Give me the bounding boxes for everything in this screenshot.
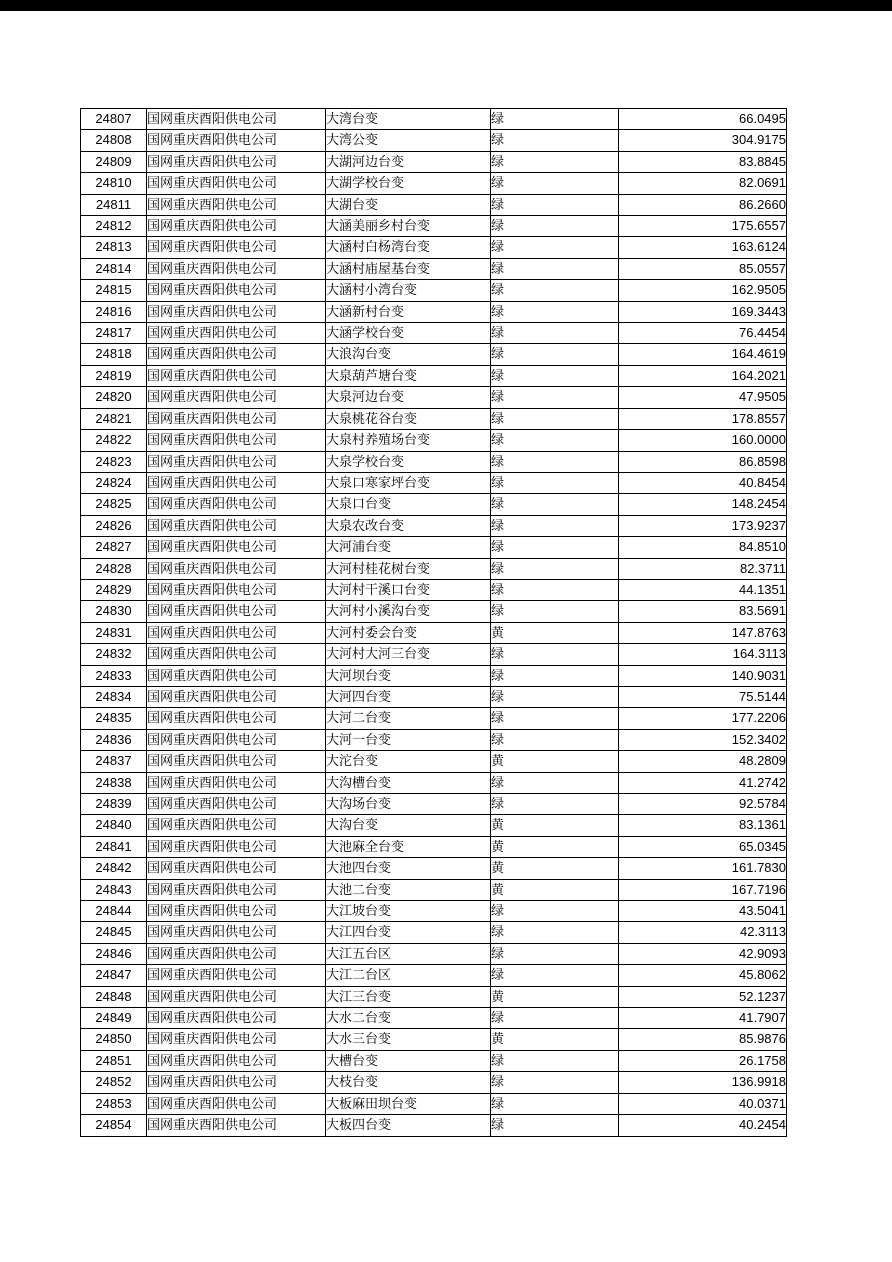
cell-value: 26.1758 [619, 1050, 787, 1071]
cell-company: 国网重庆酉阳供电公司 [147, 430, 326, 451]
cell-value: 75.5144 [619, 686, 787, 707]
cell-station: 大江三台变 [326, 986, 491, 1007]
cell-id: 24842 [81, 858, 147, 879]
cell-station: 大河坝台变 [326, 665, 491, 686]
cell-status: 黄 [491, 1029, 619, 1050]
cell-station: 大浪沟台变 [326, 344, 491, 365]
table-row [81, 879, 787, 900]
cell-company: 国网重庆酉阳供电公司 [147, 1050, 326, 1071]
cell-station: 大水三台变 [326, 1029, 491, 1050]
cell-id: 24831 [81, 622, 147, 643]
cell-station: 大涵村庙屋基台变 [326, 258, 491, 279]
table-row [81, 1050, 787, 1071]
cell-id: 24809 [81, 151, 147, 172]
cell-status: 绿 [491, 515, 619, 536]
cell-company: 国网重庆酉阳供电公司 [147, 408, 326, 429]
table-row [81, 451, 787, 472]
cell-station: 大水二台变 [326, 1008, 491, 1029]
cell-company: 国网重庆酉阳供电公司 [147, 365, 326, 386]
cell-status: 绿 [491, 109, 619, 130]
cell-company: 国网重庆酉阳供电公司 [147, 472, 326, 493]
cell-status: 绿 [491, 708, 619, 729]
cell-id: 24830 [81, 601, 147, 622]
table-row [81, 1115, 787, 1136]
cell-station: 大枝台变 [326, 1072, 491, 1093]
cell-company: 国网重庆酉阳供电公司 [147, 130, 326, 151]
cell-value: 163.6124 [619, 237, 787, 258]
cell-station: 大河村桂花树台变 [326, 558, 491, 579]
table-row [81, 301, 787, 322]
cell-company: 国网重庆酉阳供电公司 [147, 194, 326, 215]
cell-company: 国网重庆酉阳供电公司 [147, 1008, 326, 1029]
cell-value: 83.8845 [619, 151, 787, 172]
cell-id: 24845 [81, 922, 147, 943]
cell-status: 绿 [491, 644, 619, 665]
cell-station: 大泉口台变 [326, 494, 491, 515]
cell-station: 大河一台变 [326, 729, 491, 750]
cell-value: 92.5784 [619, 794, 787, 815]
cell-station: 大湖学校台变 [326, 173, 491, 194]
cell-value: 76.4454 [619, 323, 787, 344]
cell-status: 绿 [491, 1093, 619, 1114]
cell-id: 24836 [81, 729, 147, 750]
data-table-container [80, 108, 786, 1137]
cell-status: 绿 [491, 922, 619, 943]
cell-company: 国网重庆酉阳供电公司 [147, 280, 326, 301]
cell-station: 大河村委会台变 [326, 622, 491, 643]
cell-company: 国网重庆酉阳供电公司 [147, 686, 326, 707]
cell-status: 绿 [491, 216, 619, 237]
cell-id: 24823 [81, 451, 147, 472]
cell-id: 24825 [81, 494, 147, 515]
table-row [81, 151, 787, 172]
cell-id: 24828 [81, 558, 147, 579]
cell-station: 大槽台变 [326, 1050, 491, 1071]
table-row [81, 280, 787, 301]
cell-status: 绿 [491, 194, 619, 215]
table-row [81, 751, 787, 772]
cell-value: 43.5041 [619, 901, 787, 922]
cell-value: 167.7196 [619, 879, 787, 900]
cell-company: 国网重庆酉阳供电公司 [147, 751, 326, 772]
cell-station: 大江坡台变 [326, 901, 491, 922]
cell-value: 164.3113 [619, 644, 787, 665]
cell-station: 大泉口寒家坪台变 [326, 472, 491, 493]
cell-status: 绿 [491, 901, 619, 922]
cell-station: 大湾台变 [326, 109, 491, 130]
cell-id: 24817 [81, 323, 147, 344]
cell-value: 40.0371 [619, 1093, 787, 1114]
cell-id: 24814 [81, 258, 147, 279]
cell-id: 24848 [81, 986, 147, 1007]
cell-company: 国网重庆酉阳供电公司 [147, 537, 326, 558]
cell-station: 大涵新村台变 [326, 301, 491, 322]
cell-station: 大池麻全台变 [326, 836, 491, 857]
table-row [81, 537, 787, 558]
cell-value: 45.8062 [619, 965, 787, 986]
cell-company: 国网重庆酉阳供电公司 [147, 601, 326, 622]
cell-value: 160.0000 [619, 430, 787, 451]
cell-station: 大江四台变 [326, 922, 491, 943]
cell-status: 绿 [491, 579, 619, 600]
cell-value: 83.1361 [619, 815, 787, 836]
cell-station: 大河村小溪沟台变 [326, 601, 491, 622]
cell-company: 国网重庆酉阳供电公司 [147, 173, 326, 194]
cell-value: 86.8598 [619, 451, 787, 472]
cell-id: 24813 [81, 237, 147, 258]
table-row [81, 986, 787, 1007]
cell-company: 国网重庆酉阳供电公司 [147, 644, 326, 665]
cell-value: 178.8557 [619, 408, 787, 429]
cell-station: 大沟场台变 [326, 794, 491, 815]
cell-id: 24832 [81, 644, 147, 665]
cell-station: 大泉农改台变 [326, 515, 491, 536]
station-data-table [80, 108, 787, 1137]
cell-value: 164.2021 [619, 365, 787, 386]
cell-id: 24837 [81, 751, 147, 772]
cell-company: 国网重庆酉阳供电公司 [147, 1029, 326, 1050]
cell-value: 147.8763 [619, 622, 787, 643]
cell-station: 大泉学校台变 [326, 451, 491, 472]
table-row [81, 323, 787, 344]
cell-station: 大河四台变 [326, 686, 491, 707]
cell-company: 国网重庆酉阳供电公司 [147, 772, 326, 793]
cell-id: 24839 [81, 794, 147, 815]
table-row [81, 109, 787, 130]
cell-id: 24850 [81, 1029, 147, 1050]
cell-id: 24810 [81, 173, 147, 194]
cell-value: 42.3113 [619, 922, 787, 943]
cell-company: 国网重庆酉阳供电公司 [147, 986, 326, 1007]
cell-id: 24826 [81, 515, 147, 536]
cell-station: 大河二台变 [326, 708, 491, 729]
table-row [81, 965, 787, 986]
cell-value: 48.2809 [619, 751, 787, 772]
cell-station: 大涵学校台变 [326, 323, 491, 344]
cell-value: 85.9876 [619, 1029, 787, 1050]
table-row [81, 258, 787, 279]
cell-value: 175.6557 [619, 216, 787, 237]
cell-station: 大沟台变 [326, 815, 491, 836]
cell-station: 大板四台变 [326, 1115, 491, 1136]
cell-status: 绿 [491, 173, 619, 194]
cell-id: 24835 [81, 708, 147, 729]
cell-value: 148.2454 [619, 494, 787, 515]
cell-value: 66.0495 [619, 109, 787, 130]
cell-company: 国网重庆酉阳供电公司 [147, 237, 326, 258]
cell-id: 24811 [81, 194, 147, 215]
cell-company: 国网重庆酉阳供电公司 [147, 794, 326, 815]
cell-value: 65.0345 [619, 836, 787, 857]
cell-status: 绿 [491, 365, 619, 386]
cell-value: 52.1237 [619, 986, 787, 1007]
cell-id: 24812 [81, 216, 147, 237]
cell-value: 82.0691 [619, 173, 787, 194]
cell-company: 国网重庆酉阳供电公司 [147, 344, 326, 365]
cell-station: 大板麻田坝台变 [326, 1093, 491, 1114]
table-row [81, 472, 787, 493]
cell-id: 24854 [81, 1115, 147, 1136]
cell-status: 绿 [491, 451, 619, 472]
cell-station: 大泉葫芦塘台变 [326, 365, 491, 386]
cell-value: 84.8510 [619, 537, 787, 558]
table-row [81, 515, 787, 536]
top-edge-bar [0, 0, 892, 11]
cell-station: 大涵村白杨湾台变 [326, 237, 491, 258]
cell-status: 绿 [491, 430, 619, 451]
cell-id: 24834 [81, 686, 147, 707]
cell-id: 24822 [81, 430, 147, 451]
cell-status: 绿 [491, 408, 619, 429]
cell-value: 40.8454 [619, 472, 787, 493]
cell-company: 国网重庆酉阳供电公司 [147, 216, 326, 237]
cell-id: 24849 [81, 1008, 147, 1029]
cell-status: 绿 [491, 1115, 619, 1136]
cell-status: 绿 [491, 601, 619, 622]
cell-company: 国网重庆酉阳供电公司 [147, 558, 326, 579]
cell-status: 绿 [491, 387, 619, 408]
table-row [81, 130, 787, 151]
cell-company: 国网重庆酉阳供电公司 [147, 258, 326, 279]
cell-company: 国网重庆酉阳供电公司 [147, 1115, 326, 1136]
cell-company: 国网重庆酉阳供电公司 [147, 901, 326, 922]
cell-status: 黄 [491, 622, 619, 643]
cell-id: 24827 [81, 537, 147, 558]
cell-status: 绿 [491, 558, 619, 579]
cell-status: 绿 [491, 237, 619, 258]
cell-status: 黄 [491, 836, 619, 857]
cell-value: 82.3711 [619, 558, 787, 579]
cell-status: 绿 [491, 772, 619, 793]
cell-station: 大泉桃花谷台变 [326, 408, 491, 429]
cell-station: 大泉河边台变 [326, 387, 491, 408]
cell-company: 国网重庆酉阳供电公司 [147, 943, 326, 964]
cell-station: 大涵村小湾台变 [326, 280, 491, 301]
cell-status: 绿 [491, 729, 619, 750]
cell-status: 绿 [491, 280, 619, 301]
cell-status: 绿 [491, 1072, 619, 1093]
cell-status: 黄 [491, 751, 619, 772]
table-row [81, 901, 787, 922]
cell-company: 国网重庆酉阳供电公司 [147, 879, 326, 900]
table-row [81, 408, 787, 429]
cell-value: 47.9505 [619, 387, 787, 408]
cell-id: 24853 [81, 1093, 147, 1114]
table-row [81, 430, 787, 451]
cell-company: 国网重庆酉阳供电公司 [147, 622, 326, 643]
cell-value: 304.9175 [619, 130, 787, 151]
table-row [81, 1008, 787, 1029]
cell-id: 24816 [81, 301, 147, 322]
cell-station: 大河村大河三台变 [326, 644, 491, 665]
cell-value: 44.1351 [619, 579, 787, 600]
cell-status: 黄 [491, 879, 619, 900]
table-row [81, 686, 787, 707]
cell-value: 164.4619 [619, 344, 787, 365]
table-row [81, 1029, 787, 1050]
cell-station: 大湾公变 [326, 130, 491, 151]
cell-value: 140.9031 [619, 665, 787, 686]
cell-company: 国网重庆酉阳供电公司 [147, 515, 326, 536]
cell-status: 绿 [491, 494, 619, 515]
cell-status: 绿 [491, 301, 619, 322]
table-row [81, 794, 787, 815]
cell-company: 国网重庆酉阳供电公司 [147, 579, 326, 600]
cell-status: 绿 [491, 323, 619, 344]
cell-company: 国网重庆酉阳供电公司 [147, 708, 326, 729]
cell-id: 24852 [81, 1072, 147, 1093]
table-row [81, 1093, 787, 1114]
cell-id: 24838 [81, 772, 147, 793]
cell-status: 绿 [491, 1008, 619, 1029]
cell-status: 黄 [491, 858, 619, 879]
cell-status: 绿 [491, 537, 619, 558]
cell-company: 国网重庆酉阳供电公司 [147, 729, 326, 750]
cell-station: 大江二台区 [326, 965, 491, 986]
cell-id: 24820 [81, 387, 147, 408]
table-row [81, 579, 787, 600]
cell-status: 绿 [491, 472, 619, 493]
cell-status: 绿 [491, 686, 619, 707]
cell-station: 大池二台变 [326, 879, 491, 900]
cell-value: 86.2660 [619, 194, 787, 215]
cell-company: 国网重庆酉阳供电公司 [147, 451, 326, 472]
table-row [81, 494, 787, 515]
table-row [81, 665, 787, 686]
cell-company: 国网重庆酉阳供电公司 [147, 109, 326, 130]
cell-station: 大河浦台变 [326, 537, 491, 558]
cell-company: 国网重庆酉阳供电公司 [147, 323, 326, 344]
cell-value: 169.3443 [619, 301, 787, 322]
table-row [81, 237, 787, 258]
cell-status: 绿 [491, 258, 619, 279]
table-row [81, 601, 787, 622]
cell-company: 国网重庆酉阳供电公司 [147, 387, 326, 408]
cell-station: 大涵美丽乡村台变 [326, 216, 491, 237]
cell-status: 绿 [491, 1050, 619, 1071]
cell-id: 24847 [81, 965, 147, 986]
cell-status: 绿 [491, 665, 619, 686]
cell-id: 24815 [81, 280, 147, 301]
cell-id: 24808 [81, 130, 147, 151]
cell-id: 24833 [81, 665, 147, 686]
table-row [81, 708, 787, 729]
cell-company: 国网重庆酉阳供电公司 [147, 858, 326, 879]
cell-id: 24841 [81, 836, 147, 857]
cell-company: 国网重庆酉阳供电公司 [147, 815, 326, 836]
cell-value: 41.7907 [619, 1008, 787, 1029]
cell-company: 国网重庆酉阳供电公司 [147, 1093, 326, 1114]
cell-value: 173.9237 [619, 515, 787, 536]
table-row [81, 558, 787, 579]
cell-id: 24844 [81, 901, 147, 922]
cell-status: 绿 [491, 130, 619, 151]
table-body [81, 109, 787, 1137]
cell-station: 大沟槽台变 [326, 772, 491, 793]
cell-company: 国网重庆酉阳供电公司 [147, 965, 326, 986]
table-row [81, 387, 787, 408]
cell-company: 国网重庆酉阳供电公司 [147, 922, 326, 943]
cell-station: 大泉村养殖场台变 [326, 430, 491, 451]
cell-company: 国网重庆酉阳供电公司 [147, 836, 326, 857]
table-row [81, 365, 787, 386]
table-row [81, 344, 787, 365]
cell-status: 绿 [491, 943, 619, 964]
cell-station: 大湖台变 [326, 194, 491, 215]
cell-value: 83.5691 [619, 601, 787, 622]
table-row [81, 943, 787, 964]
cell-id: 24851 [81, 1050, 147, 1071]
cell-company: 国网重庆酉阳供电公司 [147, 665, 326, 686]
cell-status: 绿 [491, 794, 619, 815]
cell-id: 24807 [81, 109, 147, 130]
cell-id: 24843 [81, 879, 147, 900]
table-row [81, 173, 787, 194]
table-row [81, 1072, 787, 1093]
cell-company: 国网重庆酉阳供电公司 [147, 1072, 326, 1093]
cell-id: 24824 [81, 472, 147, 493]
cell-station: 大江五台区 [326, 943, 491, 964]
cell-company: 国网重庆酉阳供电公司 [147, 301, 326, 322]
cell-station: 大河村干溪口台变 [326, 579, 491, 600]
table-row [81, 922, 787, 943]
cell-value: 161.7830 [619, 858, 787, 879]
table-row [81, 622, 787, 643]
cell-value: 177.2206 [619, 708, 787, 729]
table-row [81, 729, 787, 750]
cell-id: 24829 [81, 579, 147, 600]
table-row [81, 216, 787, 237]
cell-value: 136.9918 [619, 1072, 787, 1093]
cell-company: 国网重庆酉阳供电公司 [147, 151, 326, 172]
cell-status: 绿 [491, 344, 619, 365]
table-row [81, 858, 787, 879]
cell-value: 162.9505 [619, 280, 787, 301]
cell-company: 国网重庆酉阳供电公司 [147, 494, 326, 515]
cell-status: 绿 [491, 965, 619, 986]
cell-id: 24819 [81, 365, 147, 386]
cell-id: 24818 [81, 344, 147, 365]
cell-id: 24846 [81, 943, 147, 964]
table-row [81, 836, 787, 857]
table-row [81, 772, 787, 793]
table-row [81, 194, 787, 215]
cell-status: 黄 [491, 815, 619, 836]
cell-id: 24840 [81, 815, 147, 836]
cell-value: 152.3402 [619, 729, 787, 750]
cell-id: 24821 [81, 408, 147, 429]
table-row [81, 644, 787, 665]
cell-value: 41.2742 [619, 772, 787, 793]
cell-station: 大池四台变 [326, 858, 491, 879]
cell-value: 40.2454 [619, 1115, 787, 1136]
cell-value: 42.9093 [619, 943, 787, 964]
cell-station: 大湖河边台变 [326, 151, 491, 172]
cell-status: 黄 [491, 986, 619, 1007]
cell-value: 85.0557 [619, 258, 787, 279]
cell-station: 大沱台变 [326, 751, 491, 772]
cell-status: 绿 [491, 151, 619, 172]
table-row [81, 815, 787, 836]
